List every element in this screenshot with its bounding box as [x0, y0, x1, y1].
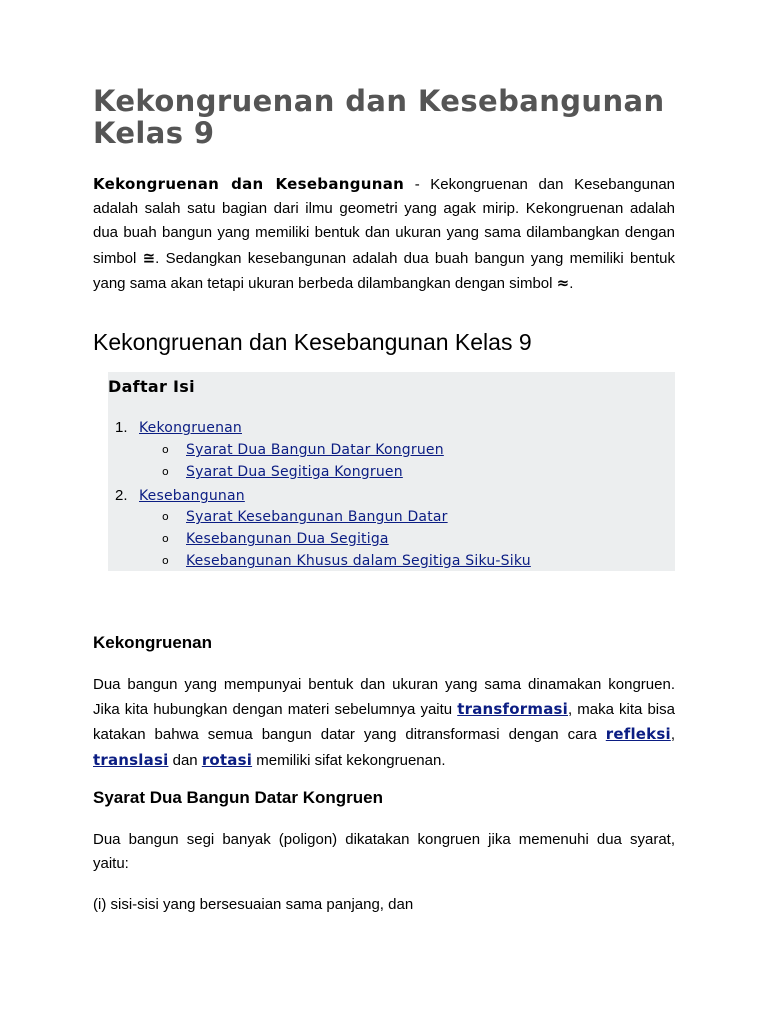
toc-link-kesebangunan-dua-segitiga[interactable]: Kesebangunan Dua Segitiga — [186, 531, 389, 547]
toc-title: Daftar Isi — [108, 377, 195, 396]
bullet-icon: o — [162, 532, 169, 545]
heading-kekongruenan: Kekongruenan — [93, 633, 213, 652]
link-refleksi[interactable]: refleksi — [605, 725, 671, 744]
kekongruenan-text-2: , maka kita bisa katakan bahwa semua bangun datar yang ditransformasi dengan cara — [93, 701, 675, 744]
kekongruenan-text-5: memiliki sifat kekongruenan. — [252, 751, 446, 769]
toc-item-number: 2. — [115, 487, 128, 504]
similar-symbol: ≈ — [556, 273, 570, 292]
toc-link-kekongruenan[interactable]: Kekongruenan — [139, 420, 242, 436]
toc-link-syarat-dua-segitiga-kongruen[interactable]: Syarat Dua Segitiga Kongruen — [186, 464, 403, 480]
link-translasi[interactable]: translasi — [93, 750, 169, 769]
link-transformasi[interactable]: transformasi — [457, 700, 568, 719]
bullet-icon: o — [162, 510, 169, 523]
intro-lead: Kekongruenan dan Kesebangunan — [93, 175, 405, 193]
bullet-icon: o — [162, 465, 169, 478]
toc-item-number: 1. — [115, 419, 128, 436]
intro-text-3: . — [569, 274, 574, 292]
intro-paragraph — [93, 172, 675, 296]
syarat-paragraph: Dua bangun segi banyak (poligon) dikatakan kongruen jika memenuhi dua syarat, yaitu: — [93, 831, 675, 873]
toc-link-syarat-dua-bangun-datar-kongruen[interactable]: Syarat Dua Bangun Datar Kongruen — [186, 442, 444, 458]
congruent-symbol: ≅ — [142, 248, 156, 267]
intro-text-1: - Kekongruenan dan Kesebangunan adalah salah satu bagian dari ilmu geometri yang agak mirip. Kekongruenan adalah dua buah bangun yang memiliki bentuk dan ukuran yang sama dilambangkan dengan simbol — [93, 176, 675, 267]
kekongruenan-text-3: , — [670, 726, 675, 744]
table-of-contents — [108, 372, 675, 571]
toc-link-kesebangunan-khusus-segitiga-siku-siku[interactable]: Kesebangunan Khusus dalam Segitiga Siku-Siku — [186, 553, 531, 569]
section-heading: Kekongruenan dan Kesebangunan Kelas 9 — [93, 329, 532, 355]
kekongruenan-text-4: dan — [168, 751, 202, 769]
toc-link-syarat-kesebangunan-bangun-datar[interactable]: Syarat Kesebangunan Bangun Datar — [186, 509, 448, 525]
kekongruenan-text-1: Dua bangun yang mempunyai bentuk dan ukuran yang sama dinamakan kongruen. Jika kita hubungkan dengan materi sebelumnya yaitu — [93, 676, 675, 719]
heading-syarat-dua-bangun-datar-kongruen: Syarat Dua Bangun Datar Kongruen — [93, 788, 383, 807]
kekongruenan-paragraph — [93, 673, 675, 773]
link-rotasi[interactable]: rotasi — [201, 750, 253, 769]
bullet-icon: o — [162, 443, 169, 456]
toc-link-kesebangunan[interactable]: Kesebangunan — [139, 488, 245, 504]
intro-text-2: . Sedangkan kesebangunan adalah dua buah bangun yang memiliki bentuk yang sama akan tetapi ukuran berbeda dilambangkan dengan simbol — [93, 249, 676, 292]
bullet-icon: o — [162, 554, 169, 567]
syarat-item-1: (i) sisi-sisi yang bersesuaian sama panjang, dan — [93, 896, 414, 913]
page-title: Kekongruenan dan Kesebangunan Kelas 9 — [93, 84, 665, 150]
